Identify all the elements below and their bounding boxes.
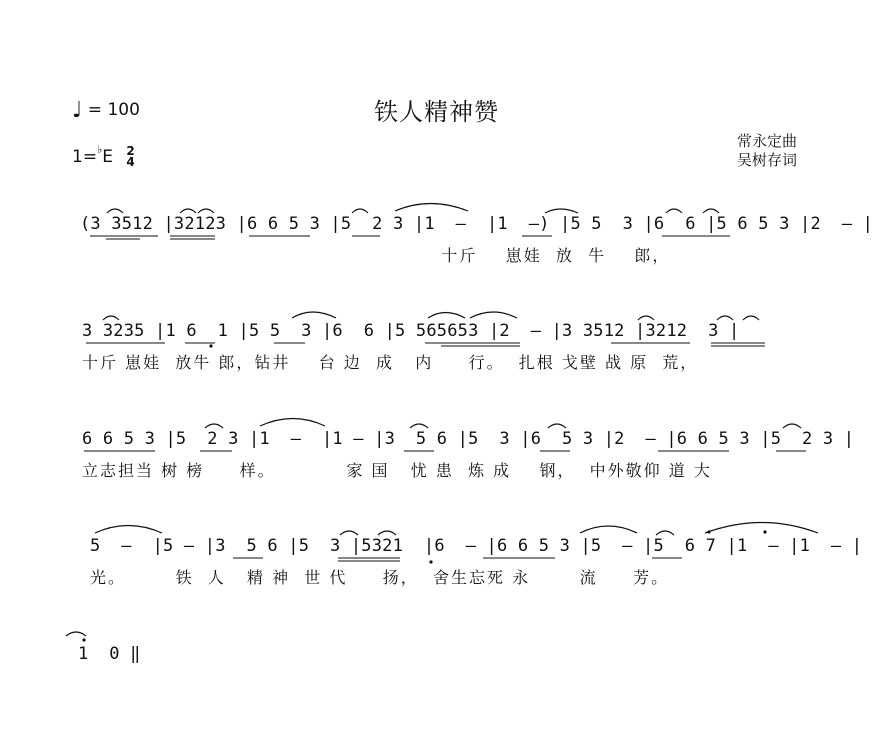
octave-dot <box>429 560 432 563</box>
score-line-4-lyrics: 光。 铁 人 精 神 世 代 扬， 舍生忘死 永 流 芳。 <box>90 568 670 587</box>
slur-mark <box>292 312 336 318</box>
score-line-1-notes: (3 3512 |32123 |6 6 5 3 |5 2 3 |1 – |1 –) |5 5 3 |6 6 |5 6 5 3 |2 – | <box>80 214 873 234</box>
slur-mark <box>66 632 86 636</box>
score-line-5-notes: 1 0 ‖ <box>78 644 141 664</box>
slur-mark <box>103 316 119 320</box>
time-signature-bottom: 4 <box>126 155 135 169</box>
octave-dot <box>707 530 710 533</box>
slur-mark <box>95 526 162 534</box>
slur-mark <box>180 209 196 213</box>
tempo-value: = 100 <box>87 100 140 120</box>
slur-mark <box>666 209 682 213</box>
slur-mark <box>638 316 654 320</box>
composer-credit: 常永定曲 <box>737 132 798 150</box>
score-line-2-lyrics: 十斤 崽娃 放牛 郎，钻井 台 边 成 内 行。 扎根 戈壁 战 原 荒， <box>82 353 699 372</box>
score-line-3-lyrics: 立志担当 树 榜 样。 家 国 忧 患 炼 成 钢， 中外敬仰 道 大 <box>82 461 712 480</box>
slur-mark <box>548 424 566 428</box>
octave-dot <box>209 344 212 347</box>
slur-mark <box>743 316 759 320</box>
slur-mark <box>260 419 325 427</box>
octave-dot <box>763 530 766 533</box>
slur-mark <box>428 313 465 319</box>
quarter-note-icon: ♩ <box>72 98 83 123</box>
slur-mark <box>378 531 396 535</box>
slur-mark <box>205 424 223 428</box>
song-title: 铁人精神赞 <box>374 98 499 126</box>
slur-mark <box>717 316 733 320</box>
lyricist-credit: 吴树存词 <box>737 151 798 169</box>
slur-mark <box>340 531 358 535</box>
score-line-4-notes: 5 – |5 – |3 5 6 |5 3 |5321 |6 – |6 6 5 3 |5 – |5 6 7 |1 – |1 – | <box>90 536 863 556</box>
slur-mark <box>545 209 578 213</box>
slur-mark <box>580 526 637 533</box>
score-line-2-notes: 3 3235 |1 6 1 |5 5 3 |6 6 |5 565653 |2 – |3 3512 |3212 3 | <box>82 321 740 341</box>
slur-mark <box>783 424 801 428</box>
score-line-1-lyrics: 十斤 崽娃 放 牛 郎， <box>80 246 671 265</box>
slur-mark <box>395 204 468 212</box>
slur-mark <box>470 312 517 318</box>
octave-dot <box>82 638 85 641</box>
score-line-3-notes: 6 6 5 3 |5 2 3 |1 – |1 – |3 5 6 |5 3 |6 5 3 |2 – |6 6 5 3 |5 2 3 | <box>82 429 855 449</box>
slur-mark <box>656 531 674 535</box>
key-note: E <box>102 147 114 167</box>
key-prefix: 1= <box>72 147 98 167</box>
slur-mark <box>703 209 719 213</box>
slur-mark <box>705 523 818 534</box>
slur-mark <box>352 209 368 213</box>
slur-mark <box>198 209 214 213</box>
flat-icon: ♭ <box>97 143 103 156</box>
time-signature-top: 2 <box>126 144 135 158</box>
slur-mark <box>410 424 428 428</box>
slur-mark <box>107 209 123 213</box>
